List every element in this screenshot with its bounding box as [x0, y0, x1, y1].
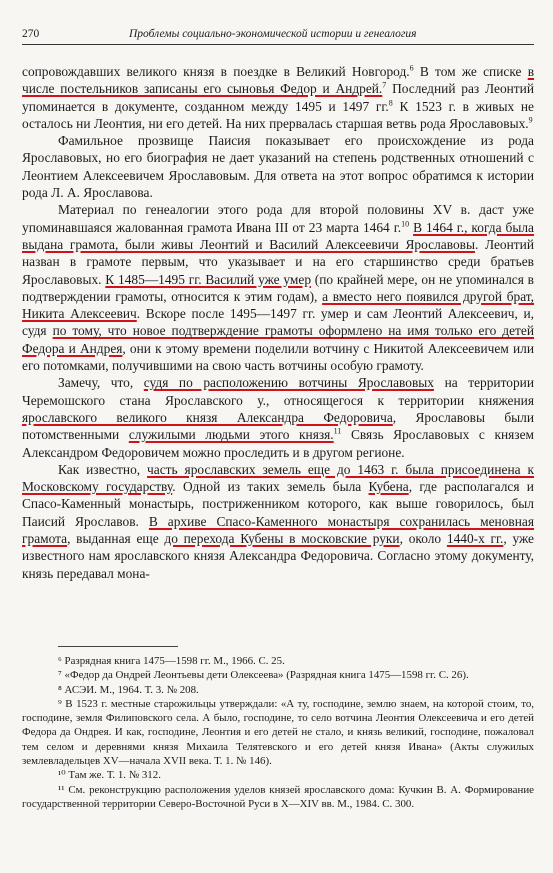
text: , где располагался и Спасо-Каменный монастырь, постриженником которого, как выше говорилось, был Паисий Ярославов. [22, 479, 534, 529]
footnote-separator [58, 646, 178, 647]
text: Фамильное прозвище Паисия показывает его происхождение из рода Ярославовых, но его биография не дает указаний на степень родственных отношений с Леонтием Алексеевичем Ярославовым. Для ответа на этот вопрос обратимся к истории рода Л. А. Ярославова. [22, 133, 534, 201]
paragraph-4 [22, 374, 534, 460]
text: сопровождавших великого князя в поездке в Великий Новгород. [22, 64, 410, 79]
running-header [22, 28, 534, 45]
underlined-text: К 1485—1495 гг. Василий уже умер [105, 271, 312, 287]
text: на территории Черемошского стана Ярославского у., относящегося к территории княжения [22, 375, 534, 408]
main-text [22, 63, 534, 582]
footnote-11: ¹¹ См. реконструкцию расположения уделов князей ярославского дома: Кучкин В. А. Формирование государственной территории Северо-Восточной Руси в X—XIV вв. М., 1984. С. 300. [22, 783, 534, 810]
footnote-ref: 8 [388, 98, 393, 108]
text: . Одной из таких земель была [172, 479, 369, 495]
footnotes [22, 654, 534, 811]
text: , Ярославовы были потомственными [22, 409, 534, 443]
footnote-7: ⁷ «Федор да Ондрей Леонтьевы дети Олексеева» (Разрядная книга 1475—1598 гг. С. 26). [58, 669, 469, 682]
underlined-text: в числе постельников записаны его сыновья Федор и Андрей. [22, 64, 535, 97]
text: Последний раз Леонтий упоминается в документе, созданном между 1495 и 1497 гг. [22, 81, 534, 114]
footnote-8: ⁸ АСЭИ. М., 1964. Т. 3. № 208. [58, 683, 199, 696]
text: , уже известного нам ярославского князя Александра Федоровича. Согласно этому документу, князь передавал мона- [22, 531, 535, 581]
underlined-text: по тому, что новое подтверждение грамоты оформлено на имя только его детей Федора и Андрея [22, 323, 534, 356]
text: , они к этому времени поделили вотчину с Никитой Алексеевичем или его потомками, получившими на свою часть вотчины особую грамоту. [22, 340, 534, 374]
underlined-text: ярославского великого князя Александра Федоровича [22, 409, 393, 425]
text: Материал по генеалогии этого рода для второй половины XV в. даст уже упоминавшаяся жалованная грамота Ивана III от 23 марта 1464 г. [22, 202, 534, 235]
text: Связь Ярославовых с князем Александром Федоровичем можно проследить и в другом регионе. [22, 427, 535, 460]
footnote-ref: 10 [401, 219, 410, 229]
footnote-ref: 6 [409, 63, 414, 73]
footnote-9: ⁹ В 1523 г. местные старожильцы утверждали: «А ту, господине, землю знаем, на которой стоим, то, господине, земля Филиповского села. А было, господине, то село вотчина Леонтия Олексеевича и его детей Федора да Ондрея. И как, господине, Леонтия и его детей не стало, и князь великий, господине, пожаловал тем селом и деревнями князя Михаила Телятевского и его детей князя Ивана» (Акты служилых землевладельцев XV—начала XVII века. Т. 1. № 146). [22, 697, 534, 768]
footnote-6: ⁶ Разрядная книга 1475—1598 гг. М., 1966. С. 25. [58, 655, 285, 667]
underlined-text: служилыми людьми этого князя. [128, 427, 334, 443]
paragraph-3 [22, 201, 534, 374]
underlined-text: судя по расположению вотчины Ярославовых [143, 375, 434, 391]
underlined-text: 1440-х гг. [446, 531, 504, 547]
page-number: 270 [22, 28, 40, 40]
text: , выданная еще [67, 531, 165, 547]
footnote-ref: 7 [382, 80, 387, 90]
text: К 1523 г. в живых не осталось ни Леонтия, ни его детей. На них прервалась старшая ветвь рода Ярославовых. [22, 98, 534, 131]
text: . Вскоре после 1495—1497 гг. умер и сам Леонтий Алексеевич, и, судя [22, 306, 534, 339]
footnote-ref: 9 [528, 115, 533, 125]
text: Как известно, [58, 461, 148, 477]
underlined-text: В 1464 г., когда была выдана грамота, были живы Леонтий и Василий Алексеевичи Ярославовы [22, 219, 534, 252]
footnote-ref: 11 [333, 426, 342, 436]
underlined-text: до перехода Кубены в московские руки [164, 531, 400, 547]
text: , около [399, 531, 447, 547]
paragraph-2 [22, 132, 534, 201]
text: Замечу, что, [58, 375, 144, 391]
underlined-text: часть ярославских земель еще до 1463 г. была присоединена к Московскому государству [22, 461, 534, 495]
underlined-text: В архиве Спасо-Каменного монастыря сохранилась меновная грамота [22, 513, 534, 547]
text: В том же списке [413, 64, 528, 79]
paragraph-5 [22, 461, 534, 582]
footnote-10: ¹⁰ Там же. Т. 1. № 312. [58, 769, 161, 782]
underlined-text: а вместо него появился другой брат, Никита Алексеевич [22, 288, 535, 322]
running-title: Проблемы социально-экономической истории и генеалогия [129, 28, 417, 40]
text: . Леонтий назван в грамоте первым, что указывает и на его старшинство среди братьев Ярославовых. [22, 236, 534, 287]
underlined-text: Кубена [368, 479, 409, 495]
paragraph-1 [22, 63, 534, 132]
text: (по крайней мере, он не упоминался в подтверждении грамоты, относится к этим годам), [22, 271, 534, 304]
